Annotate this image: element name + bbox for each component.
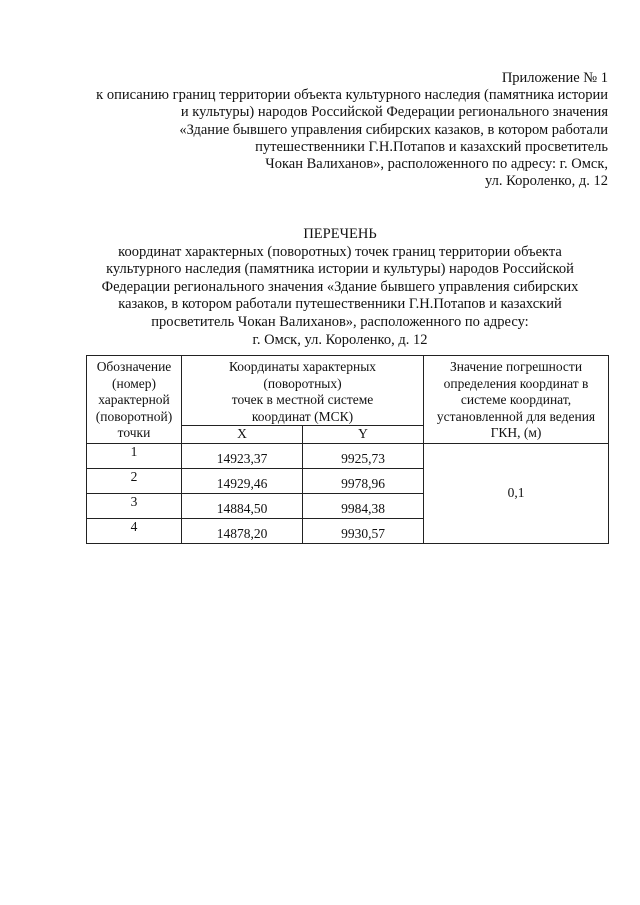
point-number: 3	[87, 494, 182, 519]
table-header-row	[87, 356, 609, 426]
coordinate-x: 14878,20	[182, 519, 303, 544]
coordinate-y: 9930,57	[303, 519, 424, 544]
annex-line: путешественники Г.Н.Потапов и казахский просветитель	[255, 138, 608, 155]
header-point-designation	[87, 356, 182, 444]
heading-line: просветитель Чокан Валиханов», расположенного по адресу:	[151, 313, 529, 330]
header-coordinates	[182, 356, 424, 426]
annex-line: ул. Короленко, д. 12	[485, 173, 608, 190]
annex-line: к описанию границ территории объекта культурного наследия (памятника истории	[96, 87, 608, 104]
coordinate-x: 14929,46	[182, 469, 303, 494]
header-text: характерной	[98, 392, 170, 407]
heading-title: ПЕРЕЧЕНЬ	[303, 226, 377, 242]
heading-line: казаков, в котором работали путешественники Г.Н.Потапов и казахский	[118, 296, 562, 313]
header-x: X	[182, 426, 303, 444]
header-text: Обозначение	[96, 359, 172, 374]
header-text: (поворотной)	[95, 408, 173, 424]
header-text: (номер)	[112, 375, 156, 391]
document-heading	[60, 226, 620, 349]
header-text: координат (МСК)	[251, 408, 354, 424]
header-text: определения координат в	[443, 375, 589, 391]
header-text: точек в местной системе	[231, 392, 374, 407]
header-error-value	[424, 356, 609, 444]
coordinate-y: 9978,96	[303, 469, 424, 494]
coordinate-y: 9925,73	[303, 444, 424, 469]
header-text: Координаты характерных	[228, 359, 377, 374]
header-text: системе координат,	[460, 392, 572, 407]
header-text: ГКН, (м)	[490, 425, 542, 440]
header-text: установленной для ведения	[436, 408, 596, 424]
heading-line: г. Омск, ул. Короленко, д. 12	[252, 331, 428, 348]
coordinates-table	[86, 355, 609, 544]
annex-line: Приложение № 1	[501, 70, 608, 86]
table-row	[87, 444, 609, 469]
coordinate-y: 9984,38	[303, 494, 424, 519]
point-number: 2	[87, 469, 182, 494]
point-number: 1	[87, 444, 182, 469]
annex-line: и культуры) народов Российской Федерации регионального значения	[180, 104, 608, 121]
header-text: (поворотных)	[263, 375, 342, 391]
error-value: 0,1	[424, 444, 609, 544]
header-y: Y	[303, 426, 424, 444]
annex-line: Чокан Валиханов», расположенного по адресу: г. Омск,	[265, 156, 608, 173]
annex-line: «Здание бывшего управления сибирских казаков, в котором работали	[179, 121, 608, 138]
heading-line: Федерации регионального значения «Здание бывшего управления сибирских	[101, 278, 579, 295]
annex-header	[68, 70, 608, 190]
heading-line: координат характерных (поворотных) точек границ территории объекта	[118, 243, 562, 260]
header-text: точки	[117, 425, 151, 440]
header-text: Значение погрешности	[449, 359, 583, 374]
heading-line: культурного наследия (памятника истории и культуры) народов Российской	[106, 261, 574, 278]
point-number: 4	[87, 519, 182, 544]
coordinate-x: 14923,37	[182, 444, 303, 469]
coordinate-x: 14884,50	[182, 494, 303, 519]
